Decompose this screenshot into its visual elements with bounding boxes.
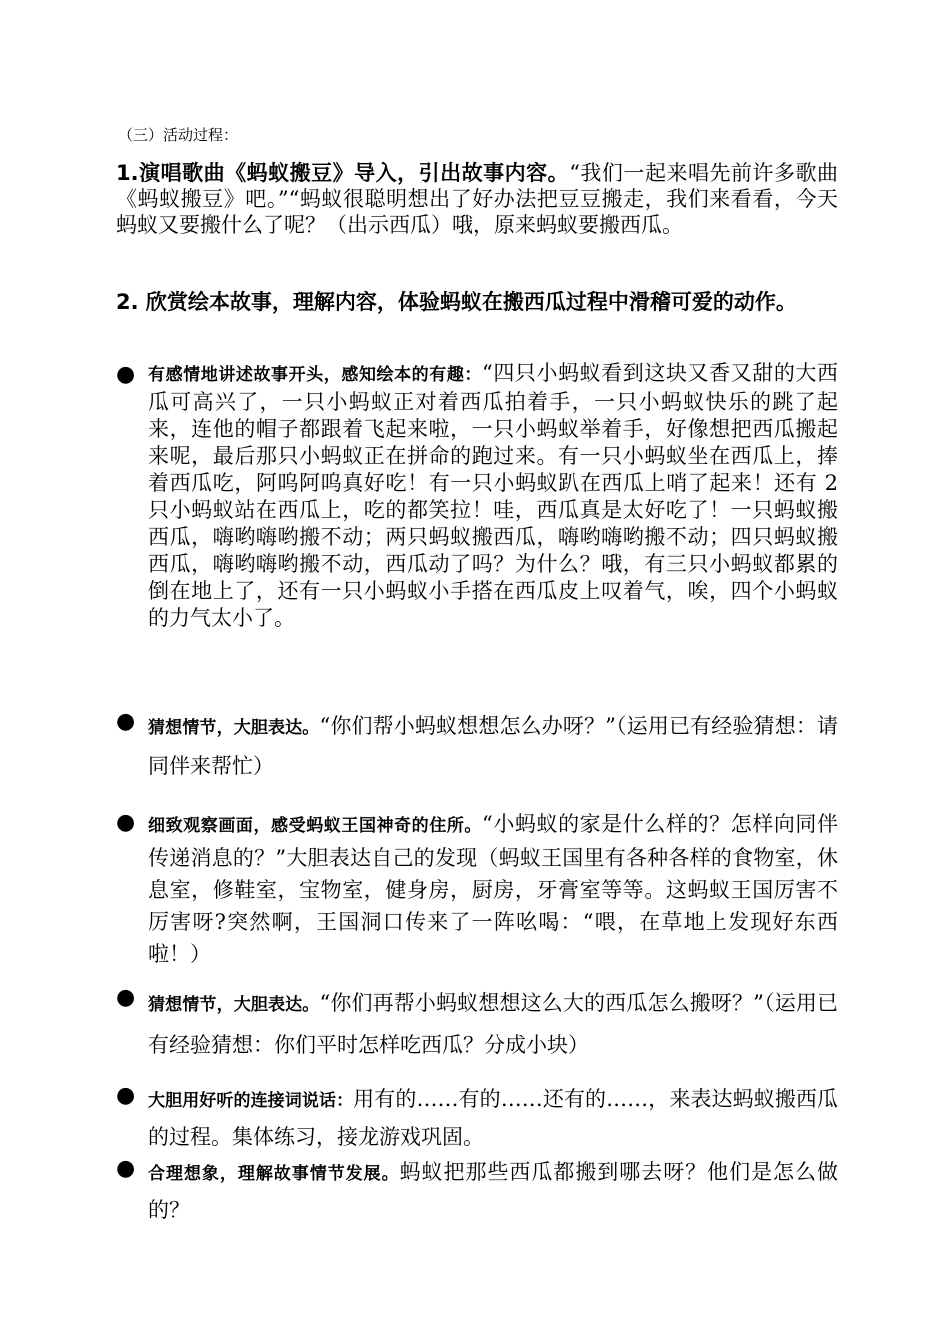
section-heading: （三）活动过程： <box>118 126 239 144</box>
bullet-item-6 <box>148 1154 838 1228</box>
bullet-item-5 <box>148 1081 838 1155</box>
bullet-icon: ● <box>116 1083 136 1108</box>
bullet-4-heading: 猜想情节，大胆表达。 <box>148 995 320 1015</box>
bullet-item-3 <box>148 808 838 970</box>
bullet-2-text: “你们帮小蚂蚁想想怎么办呀？”（运用已有经验猜想：请同伴来帮忙） <box>148 714 838 778</box>
bullet-3-heading: 细致观察画面，感受蚂蚁王国神奇的住所。 <box>148 816 483 836</box>
bullet-6-heading: 合理想象，理解故事情节发展。 <box>148 1164 400 1184</box>
bullet-5-text: 用有的……有的……还有的……，来表达蚂蚁搬西瓜的过程。集体练习，接龙游戏巩固。 <box>148 1087 839 1149</box>
step-1-title: 1.演唱歌曲《蚂蚁搬豆》导入，引出故事内容。 <box>116 161 570 185</box>
bullet-5-heading: 大胆用好听的连接词说话： <box>148 1091 354 1111</box>
bullet-4-text: “你们再帮小蚂蚁想想这么大的西瓜怎么搬呀？”（运用已有经验猜想：你们平时怎样吃西瓜？分成小块） <box>148 991 838 1057</box>
bullet-icon: ● <box>116 810 136 835</box>
bullet-3-text: “小蚂蚁的家是什么样的？怎样向同伴传递消息的？”大胆表达自己的发现（蚂蚁王国里有各种各样的食物室，休息室，修鞋室，宝物室，健身房，厨房，牙膏室等等。这蚂蚁王国厉害不厉害呀?突然啊，王国洞口传来了一阵吆喝：“喂，在草地上发现好东西啦！） <box>148 812 839 966</box>
bullet-icon: ● <box>116 362 136 387</box>
bullet-icon: ● <box>116 709 136 734</box>
step-2-title: 2. 欣赏绘本故事，理解内容，体验蚂蚁在搬西瓜过程中滑稽可爱的动作。 <box>116 290 797 314</box>
bullet-item-4 <box>148 983 838 1065</box>
bullet-2-heading: 猜想情节，大胆表达。 <box>148 718 320 738</box>
bullet-1-text: “四只小蚂蚁看到这块又香又甜的大西瓜可高兴了，一只小蚂蚁正对着西瓜拍着手，一只小蚂蚁快乐的跳了起来，连他的帽子都跟着飞起来啦，一只小蚂蚁举着手，好像想把西瓜搬起来呢，最后那只小蚂蚁正在拼命的跑过来。有一只小蚂蚁坐在西瓜上，捧着西瓜吃，阿呜阿呜真好吃！有一只小蚂蚁趴在西瓜上哨了起来！还有 2 只小蚂蚁站在西瓜上，吃的都笑拉！哇，西瓜真是太好吃了！一只蚂蚁搬西瓜，嗨哟嗨哟搬不动；两只蚂蚁搬西瓜，嗨哟嗨哟搬不动；四只蚂蚁搬西瓜，嗨哟嗨哟搬不动，西瓜动了吗？为什么？哦，有三只小蚂蚁都累的倒在地上了，还有一只小蚂蚁小手搭在西瓜皮上叹着气，唉，四个小蚂蚁的力气太小了。 <box>148 361 839 630</box>
bullet-item-1 <box>148 360 838 632</box>
bullet-6-text: 蚂蚁把那些西瓜都搬到哪去呀？他们是怎么做的？ <box>148 1160 839 1222</box>
bullet-item-2 <box>148 707 838 785</box>
step-1-text: “我们一起来唱先前许多歌曲《蚂蚁搬豆》吧。”“蚂蚁很聪明想出了好办法把豆豆搬走，我们来看看，今天蚂蚁又要搬什么了呢？（出示西瓜）哦，原来蚂蚁要搬西瓜。 <box>116 161 838 237</box>
bullet-icon: ● <box>116 1156 136 1181</box>
step-1-paragraph <box>116 160 838 238</box>
bullet-1-heading: 有感情地讲述故事开头，感知绘本的有趣： <box>148 365 483 385</box>
bullet-icon: ● <box>116 985 136 1010</box>
